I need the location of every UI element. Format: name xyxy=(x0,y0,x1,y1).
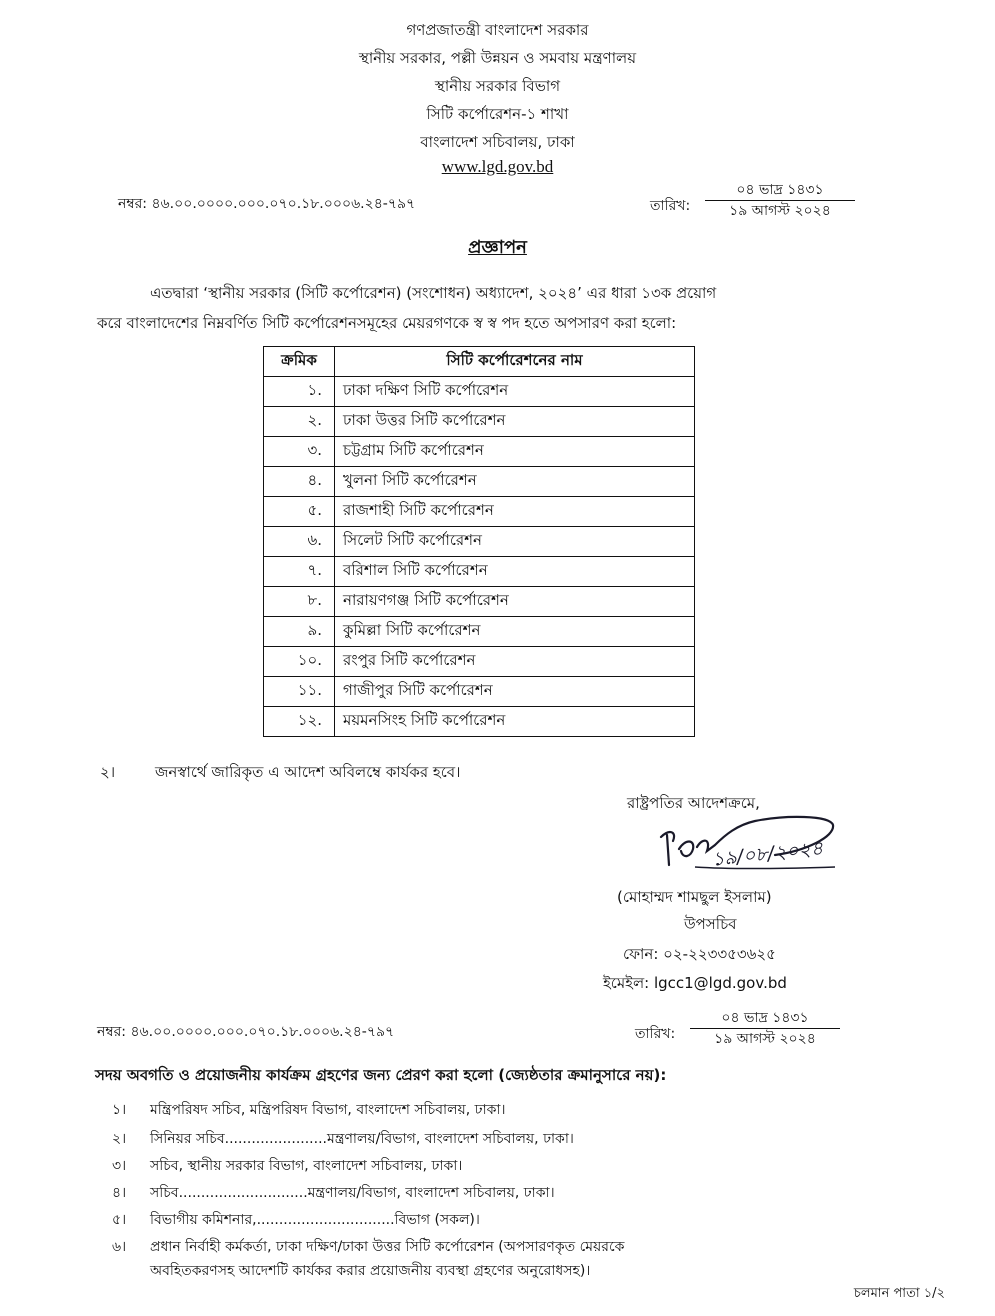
distribution-memo-number: নম্বর: ৪৬.০০.০০০০.০০০.০৭০.১৮.০০০৬.২৪-৭৯৭ xyxy=(97,1024,395,1040)
distribution-item: সচিব.............................মন্ত্রণালয়/বিভাগ, বাংলাদেশ সচিবালয়, ঢাকা। xyxy=(150,1185,555,1201)
distribution-item: সিনিয়র সচিব.......................মন্ত্রণালয়/বিভাগ, বাংলাদেশ সচিবালয়, ঢাকা। xyxy=(150,1131,574,1147)
memo-date xyxy=(705,180,855,221)
serial-cell: ৭. xyxy=(264,557,335,587)
distribution-item-number: ২। xyxy=(112,1131,127,1147)
name-cell: গাজীপুর সিটি কর্পোরেশন xyxy=(335,677,695,707)
header-website-link[interactable]: www.lgd.gov.bd xyxy=(441,157,554,176)
table-row xyxy=(264,707,695,737)
col-header-serial: ক্রমিক xyxy=(264,347,335,377)
distribution-item: বিভাগীয় কমিশনার,...............................বিভাগ (সকল)। xyxy=(150,1212,480,1228)
distribution-item-number: ৪। xyxy=(112,1185,127,1201)
distribution-item-number: ৫। xyxy=(112,1212,127,1228)
signatory-email-link[interactable]: ইমেইল: lgcc1@lgd.gov.bd xyxy=(603,974,787,992)
document-title: প্রজ্ঞাপন xyxy=(468,237,527,258)
table-row xyxy=(264,647,695,677)
signatory-designation: উপসচিব xyxy=(684,915,737,933)
distribution-item: প্রধান নির্বাহী কর্মকর্তা, ঢাকা দক্ষিণ/ঢাকা উত্তর সিটি কর্পোরেশন (অপসারণকৃত মেয়রকে xyxy=(150,1239,625,1255)
header-branch: সিটি কর্পোরেশন-১ শাখা xyxy=(426,105,569,123)
page-continuation-note: চলমান পাতা ১/২ xyxy=(853,1286,945,1301)
header-address: বাংলাদেশ সচিবালয়, ঢাকা xyxy=(420,133,575,151)
distribution-item: মন্ত্রিপরিষদ সচিব, মন্ত্রিপরিষদ বিভাগ, বাংলাদেশ সচিবালয়, ঢাকা। xyxy=(150,1102,506,1118)
name-cell: সিলেট সিটি কর্পোরেশন xyxy=(335,527,695,557)
presidential-order-line: রাষ্ট্রপতির আদেশক্রমে, xyxy=(627,794,760,812)
distribution-heading: সদয় অবগতি ও প্রয়োজনীয় কার্যক্রম গ্রহণের জন্য প্রেরণ করা হলো (জ্যেষ্ঠতার ক্রমানুসারে নয়): xyxy=(95,1066,667,1084)
para1-line1: এতদ্বারা ‘স্থানীয় সরকার (সিটি কর্পোরেশন) (সংশোধন) অধ্যাদেশ, ২০২৪’ এর ধারা ১৩ক প্রয়োগ xyxy=(150,284,717,302)
distribution-item-continuation: অবহিতকরণসহ আদেশটি কার্যকর করার প্রয়োজনীয় ব্যবস্থা গ্রহণের অনুরোধসহ)। xyxy=(150,1263,591,1279)
serial-cell: ২. xyxy=(264,407,335,437)
memo-date-gregorian: ১৯ আগস্ট ২০২৪ xyxy=(729,203,831,219)
distribution-item-number: ৩। xyxy=(112,1158,127,1174)
table-row xyxy=(264,377,695,407)
col-header-name: সিটি কর্পোরেশনের নাম xyxy=(335,347,695,377)
memo-date-label: তারিখ: xyxy=(650,198,691,214)
name-cell: রংপুর সিটি কর্পোরেশন xyxy=(335,647,695,677)
table-row xyxy=(264,407,695,437)
serial-cell: ৬. xyxy=(264,527,335,557)
para1-line2: করে বাংলাদেশের নিম্নবর্ণিত সিটি কর্পোরেশনসমূহের মেয়রগণকে স্ব স্ব পদ হতে অপসারণ করা হলো: xyxy=(97,314,677,332)
serial-cell: ১২. xyxy=(264,707,335,737)
serial-cell: ৮. xyxy=(264,587,335,617)
name-cell: ঢাকা দক্ষিণ সিটি কর্পোরেশন xyxy=(335,377,695,407)
memo-number: নম্বর: ৪৬.০০.০০০০.০০০.০৭০.১৮.০০০৬.২৪-৭৯৭ xyxy=(118,196,416,212)
distribution-date-bangla: ০৪ ভাদ্র ১৪৩১ xyxy=(690,1008,840,1029)
name-cell: ময়মনসিংহ সিটি কর্পোরেশন xyxy=(335,707,695,737)
distribution-date xyxy=(690,1008,840,1049)
serial-cell: ৪. xyxy=(264,467,335,497)
header-govt: গণপ্রজাতন্ত্রী বাংলাদেশ সরকার xyxy=(406,21,589,39)
distribution-item: সচিব, স্থানীয় সরকার বিভাগ, বাংলাদেশ সচিবালয়, ঢাকা। xyxy=(150,1158,463,1174)
serial-cell: ১১. xyxy=(264,677,335,707)
table-row xyxy=(264,467,695,497)
table-header-row xyxy=(264,347,695,377)
serial-cell: ৩. xyxy=(264,437,335,467)
name-cell: খুলনা সিটি কর্পোরেশন xyxy=(335,467,695,497)
header-division: স্থানীয় সরকার বিভাগ xyxy=(434,77,561,95)
distribution-date-gregorian: ১৯ আগস্ট ২০২৪ xyxy=(714,1031,816,1047)
signatory-phone: ফোন: ০২-২২৩৩৫৩৬২৫ xyxy=(623,945,776,963)
table-row xyxy=(264,587,695,617)
memo-date-bangla: ০৪ ভাদ্র ১৪৩১ xyxy=(705,180,855,201)
serial-cell: ৯. xyxy=(264,617,335,647)
name-cell: ঢাকা উত্তর সিটি কর্পোরেশন xyxy=(335,407,695,437)
table-row xyxy=(264,527,695,557)
name-cell: নারায়ণগঞ্জ সিটি কর্পোরেশন xyxy=(335,587,695,617)
table-row xyxy=(264,677,695,707)
table-row xyxy=(264,617,695,647)
handwritten-date: ১৯/০৮/২০২৪ xyxy=(710,837,825,871)
header-ministry: স্থানীয় সরকার, পল্লী উন্নয়ন ও সমবায় মন্ত্রণালয় xyxy=(358,49,637,67)
distribution-date-label: তারিখ: xyxy=(635,1026,676,1042)
city-corporation-table xyxy=(263,346,695,737)
para2-text: জনস্বার্থে জারিকৃত এ আদেশ অবিলম্বে কার্যকর হবে। xyxy=(155,763,461,781)
table-row xyxy=(264,557,695,587)
name-cell: কুমিল্লা সিটি কর্পোরেশন xyxy=(335,617,695,647)
name-cell: চট্টগ্রাম সিটি কর্পোরেশন xyxy=(335,437,695,467)
table-row xyxy=(264,437,695,467)
distribution-item-number: ৬। xyxy=(112,1239,127,1255)
signatory-name: (মোহাম্মদ শামছুল ইসলাম) xyxy=(617,888,772,906)
distribution-item-number: ১। xyxy=(112,1102,127,1118)
serial-cell: ৫. xyxy=(264,497,335,527)
name-cell: রাজশাহী সিটি কর্পোরেশন xyxy=(335,497,695,527)
name-cell: বরিশাল সিটি কর্পোরেশন xyxy=(335,557,695,587)
serial-cell: ১০. xyxy=(264,647,335,677)
para2-number: ২। xyxy=(100,763,116,781)
serial-cell: ১. xyxy=(264,377,335,407)
table-row xyxy=(264,497,695,527)
